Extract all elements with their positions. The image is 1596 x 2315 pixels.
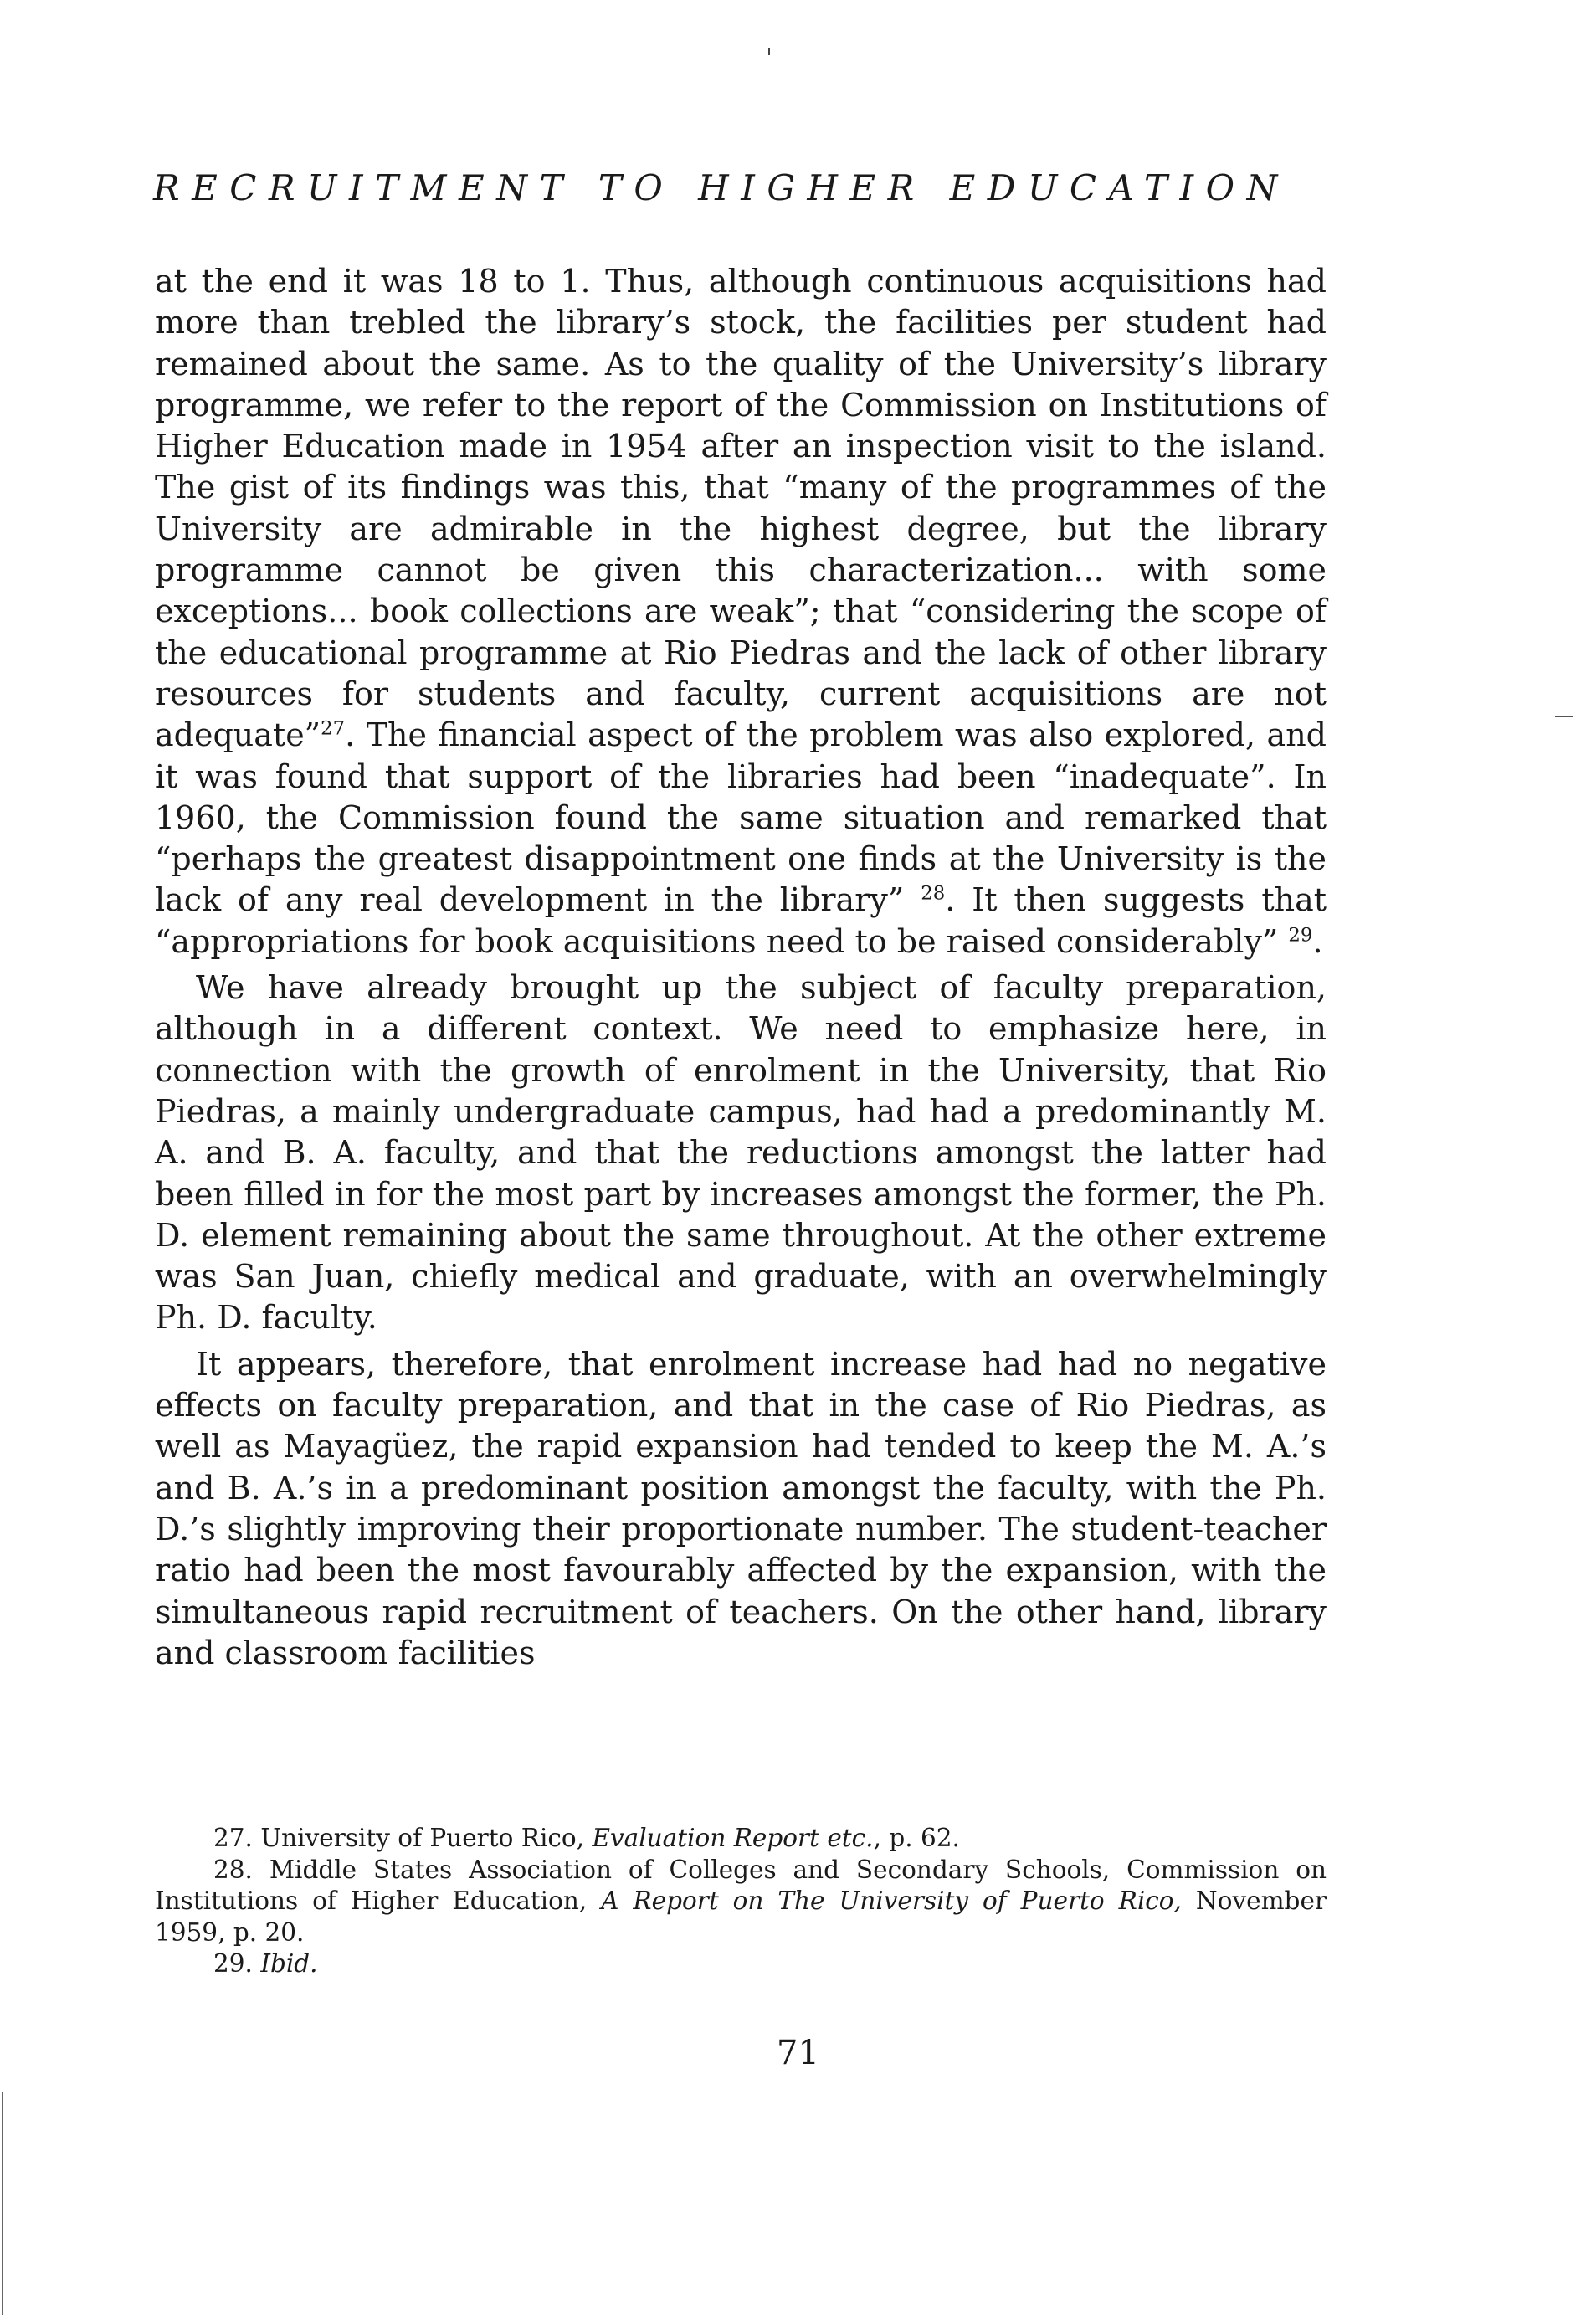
scan-edge	[2, 2092, 3, 2315]
footnote-title: Ibid.	[260, 1949, 318, 1978]
footnote-text: Middle States Association of Colleges and Secondary Schools, Commission on Institutions of Higher Education,	[155, 1855, 1327, 1915]
footnote-text: University of Puerto Rico,	[260, 1824, 593, 1852]
footnote-29	[155, 1948, 1327, 1980]
paragraph-2: We have already brought up the subject of faculty preparation, although in a different context. We need to emphasize here, in connection with the growth of enrolment in the University, that Rio Piedras, a mainly undergraduate campus, had had a predominantly M. A. and B. A. faculty, and that the reductions amongst the latter had been filled in for the most part by increases amongst the former, the Ph. D. element remaining about the same throughout. At the other extreme was San Juan, chiefly medical and graduate, with an overwhelmingly Ph. D. faculty.	[155, 969, 1327, 1337]
margin-mark	[1555, 716, 1573, 717]
paragraph-1	[155, 261, 1327, 962]
paragraph-1-text-d: .	[1312, 922, 1323, 960]
footnote-ref-29[interactable]: 29	[1288, 924, 1313, 947]
page-number: 71	[777, 2034, 819, 2072]
footnote-number: 27.	[213, 1824, 253, 1852]
paragraph-1-text-a: at the end it was 18 to 1. Thus, although continuous acquisitions had more than trebled the library’s stock, the facilities per student had remained about the same. As to the quality of the University’s library programme, we refer to the report of the Commission on Institutions of Higher Education made in 1954 after an inspection visit to the island. The gist of its findings was this, that “many of the programmes of the University are admirable in the highest degree, but the library programme cannot be given this characterization... with some exceptions... book collections are weak”; that “considering the scope of the educational programme at Rio Piedras and the lack of other library resources for students and faculty, current acquisitions are not adequate”	[155, 263, 1327, 754]
footnote-27	[155, 1823, 1327, 1855]
footnote-title: A Report on The University of Puerto Rico,	[601, 1886, 1182, 1915]
footnote-text-end: November 1959, p. 20.	[155, 1886, 1327, 1947]
footnote-number: 29.	[213, 1949, 253, 1978]
scan-mark	[768, 48, 770, 55]
footnotes	[155, 1823, 1327, 1980]
running-head: RECRUITMENT TO HIGHER EDUCATION	[153, 167, 1290, 208]
footnote-28	[155, 1855, 1327, 1949]
footnote-ref-28[interactable]: 28	[921, 882, 946, 905]
paragraph-1-text-b: . The financial aspect of the problem was also explored, and it was found that support of the libraries had been “inadequate”. In 1960, the Commission found the same situation and remarked that “perhaps the greatest disappointment one finds at the University is the lack of any real development in the library”	[155, 716, 1327, 919]
footnote-number: 28.	[213, 1855, 253, 1884]
paragraph-1-text-c: . It then suggests that “appropriations for book acquisitions need to be raised considerably”	[155, 881, 1327, 960]
footnote-ref-27[interactable]: 27	[321, 717, 346, 740]
footnote-text-end: , p. 62.	[873, 1824, 960, 1852]
footnote-title: Evaluation Report etc.	[592, 1824, 874, 1852]
body-text	[155, 261, 1327, 1674]
paragraph-3: It appears, therefore, that enrolment increase had had no negative effects on faculty preparation, and that in the case of Rio Piedras, as well as Mayagüez, the rapid expansion had tended to keep the M. A.’s and B. A.’s in a predominant position amongst the faculty, with the Ph. D.’s slightly improving their proportionate number. The student-teacher ratio had been the most favourably affected by the expansion, with the simultaneous rapid recruitment of teachers. On the other hand, library and classroom facilities	[155, 1345, 1327, 1671]
